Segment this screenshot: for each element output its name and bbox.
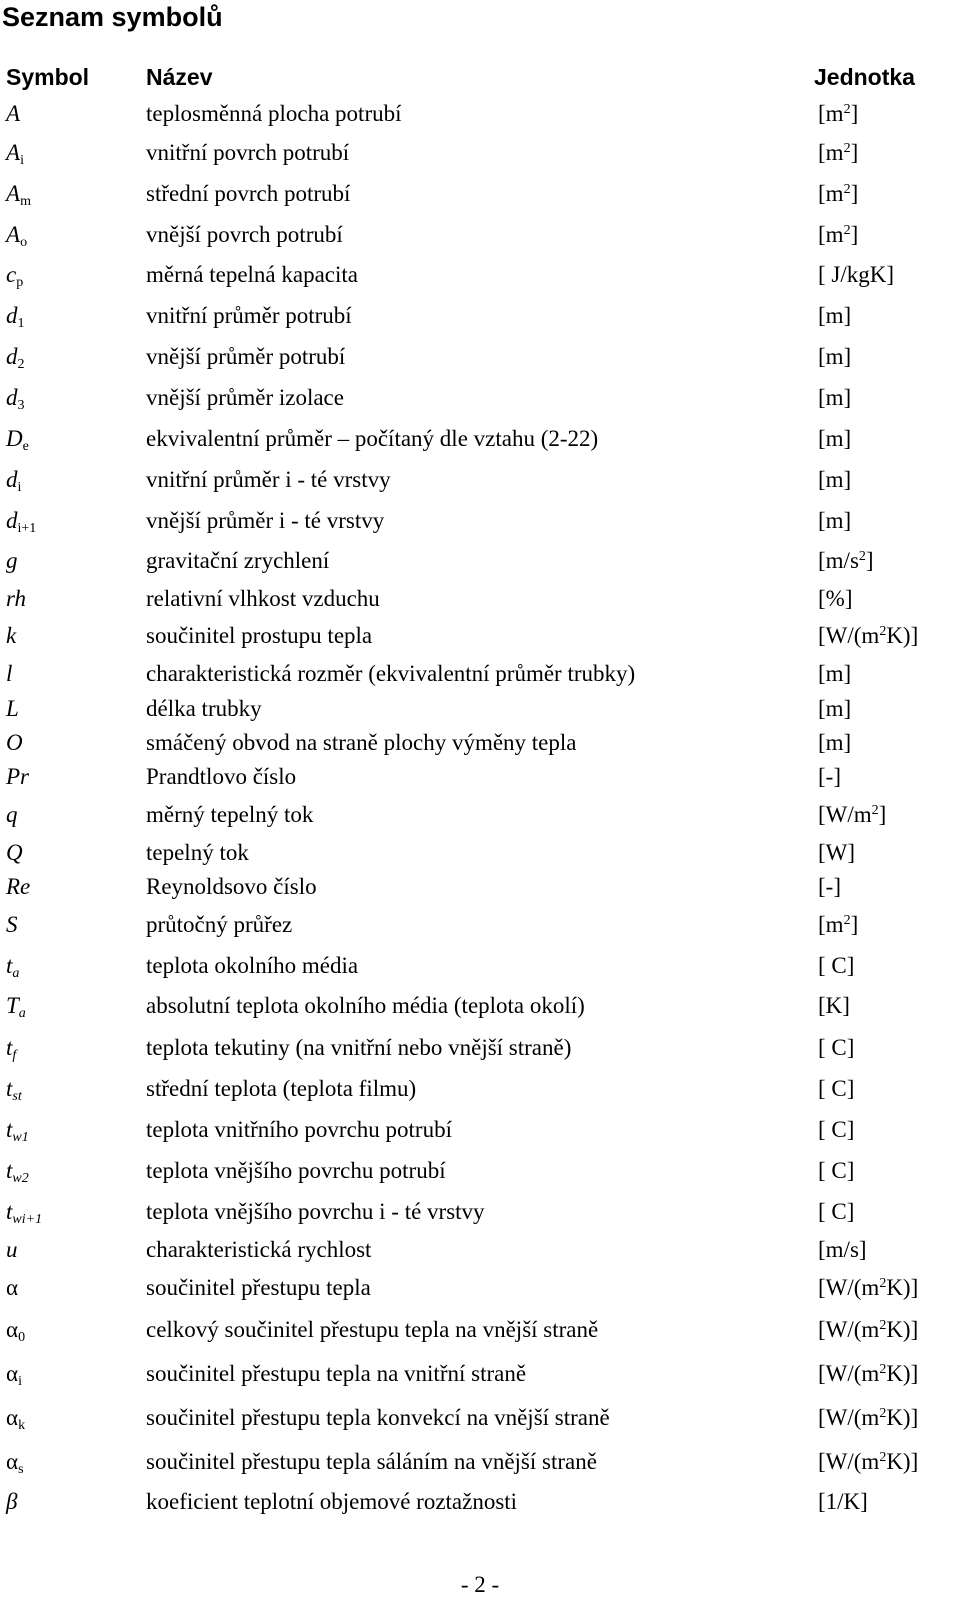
unit-text: [ J/kgK] (818, 262, 895, 287)
symbol-name: průtočný průřez (146, 912, 293, 937)
symbol-name: charakteristická rychlost (146, 1237, 372, 1262)
unit-text: [W] (818, 840, 856, 865)
symbol-cell (6, 839, 23, 867)
symbol-name: Prandtlovo číslo (146, 764, 297, 789)
unit-exponent: 2 (879, 1450, 887, 1465)
symbol-base: A (6, 222, 21, 247)
symbol-unit (818, 1034, 854, 1062)
symbol-unit (818, 1448, 918, 1476)
symbol-base: Q (6, 840, 23, 865)
symbol-name: délka trubky (146, 696, 262, 721)
symbol-base: α (6, 1449, 19, 1474)
symbol-base: d (6, 385, 18, 410)
unit-text: [W/(m (818, 1361, 880, 1386)
symbol-base: g (6, 548, 18, 573)
unit-text: [m] (818, 426, 852, 451)
symbol-name: koeficient teplotní objemové roztažnosti (146, 1489, 518, 1514)
symbol-cell (6, 547, 18, 575)
symbol-name: součinitel prostupu tepla (146, 623, 373, 648)
symbol-cell (6, 1116, 29, 1152)
symbol-base: d (6, 467, 18, 492)
symbol-subscript: i+1 (17, 521, 37, 536)
symbol-name: střední teplota (teplota filmu) (146, 1076, 417, 1101)
unit-text: [m (818, 140, 844, 165)
symbol-name: vnější průměr i - té vrstvy (146, 508, 385, 533)
symbol-unit (818, 1360, 918, 1388)
symbol-name: vnitřní průměr i - té vrstvy (146, 467, 391, 492)
symbol-name: součinitel přestupu tepla na vnitřní straně (146, 1361, 527, 1386)
symbol-base: c (6, 262, 17, 287)
symbol-cell (6, 801, 18, 829)
symbol-base: t (6, 1076, 13, 1101)
symbol-cell (6, 221, 27, 257)
symbol-base: α (6, 1361, 19, 1386)
symbol-base: A (6, 101, 21, 126)
unit-exponent: 2 (843, 182, 851, 197)
unit-exponent: 2 (879, 1362, 887, 1377)
symbol-unit (818, 1488, 868, 1516)
unit-text: [m/s] (818, 1237, 867, 1262)
symbol-name: vnitřní průměr potrubí (146, 303, 352, 328)
unit-text: [%] (818, 586, 853, 611)
symbol-unit (818, 547, 874, 575)
symbol-name: součinitel přestupu tepla (146, 1275, 371, 1300)
unit-text-end: ] (878, 802, 887, 827)
column-header-name: Název (146, 64, 213, 90)
symbol-cell (6, 1488, 17, 1516)
symbol-subscript: 1 (17, 316, 25, 331)
unit-text-end: ] (850, 912, 859, 937)
symbol-name: teplota vnějšího povrchu i - té vrstvy (146, 1199, 485, 1224)
symbol-name: vnitřní povrch potrubí (146, 140, 350, 165)
symbol-base: S (6, 912, 18, 937)
symbol-name: vnější průměr izolace (146, 385, 344, 410)
symbol-subscript: i (18, 1374, 22, 1389)
symbol-cell (6, 507, 36, 543)
symbol-unit (818, 622, 918, 650)
symbol-unit (818, 952, 854, 980)
unit-text: [ C] (818, 1076, 855, 1101)
symbol-base: l (6, 661, 13, 686)
unit-text-end: ] (865, 548, 874, 573)
symbol-cell (6, 180, 31, 216)
unit-exponent: 2 (858, 549, 866, 564)
unit-text: [m (818, 222, 844, 247)
symbol-subscript: 2 (17, 357, 25, 372)
symbol-unit (818, 507, 851, 535)
symbol-cell (6, 1157, 29, 1193)
symbol-base: rh (6, 586, 27, 611)
symbol-name: celkový součinitel přestupu tepla na vnější straně (146, 1317, 599, 1342)
unit-text: [W/(m (818, 1317, 880, 1342)
symbol-base: Re (6, 874, 31, 899)
unit-text-end: K)] (886, 1361, 919, 1386)
symbol-subscript: i (17, 480, 22, 495)
unit-exponent: 2 (879, 1276, 887, 1291)
symbol-cell (6, 384, 25, 420)
unit-text: [W/(m (818, 1275, 880, 1300)
unit-text: [m] (818, 730, 852, 755)
symbol-subscript: s (18, 1462, 24, 1477)
unit-text: [m] (818, 508, 852, 533)
unit-exponent: 2 (879, 1318, 887, 1333)
column-header-unit: Jednotka (814, 64, 915, 90)
unit-text: [m] (818, 303, 852, 328)
symbol-cell (6, 100, 20, 128)
symbol-base: q (6, 802, 18, 827)
unit-text-end: ] (850, 140, 859, 165)
unit-text: [m] (818, 344, 852, 369)
symbol-subscript: p (16, 275, 24, 290)
symbol-cell (6, 139, 24, 175)
symbol-unit (818, 1198, 854, 1226)
unit-exponent: 2 (843, 102, 851, 117)
unit-text: [K] (818, 993, 850, 1018)
unit-text: [m (818, 181, 844, 206)
symbol-cell (6, 952, 19, 988)
symbol-name: teplota vnitřního povrchu potrubí (146, 1117, 452, 1142)
symbol-base: t (6, 1199, 13, 1224)
unit-text: [W/(m (818, 623, 880, 648)
symbol-subscript: k (18, 1418, 26, 1433)
symbol-unit (818, 1116, 854, 1144)
symbol-base: u (6, 1237, 18, 1262)
page-title: Seznam symbolů (2, 2, 223, 32)
unit-text-end: K)] (886, 1317, 919, 1342)
unit-text: [W/m (818, 802, 872, 827)
symbol-base: A (6, 140, 21, 165)
symbol-base: α (6, 1405, 19, 1430)
symbol-subscript: 0 (18, 1330, 26, 1345)
symbol-cell (6, 911, 18, 939)
unit-text-end: K)] (886, 1449, 919, 1474)
symbol-unit (818, 100, 858, 128)
symbol-cell (6, 302, 25, 338)
symbol-cell (6, 1198, 42, 1234)
symbol-name: měrná tepelná kapacita (146, 262, 358, 287)
symbol-cell (6, 585, 26, 613)
unit-text: [m] (818, 696, 852, 721)
symbol-subscript: wi+1 (12, 1212, 43, 1227)
symbol-unit (818, 992, 850, 1020)
symbol-cell (6, 1316, 25, 1352)
symbol-cell (6, 1274, 18, 1302)
symbol-base: t (6, 953, 13, 978)
symbol-base: β (6, 1489, 18, 1514)
symbol-base: d (6, 344, 18, 369)
symbol-cell (6, 695, 19, 723)
symbol-cell (6, 343, 25, 379)
symbol-cell (6, 261, 23, 297)
symbol-unit (818, 873, 841, 901)
symbol-name: smáčený obvod na straně plochy výměny tepla (146, 730, 577, 755)
symbol-name: vnější povrch potrubí (146, 222, 343, 247)
symbol-unit (818, 1316, 918, 1344)
symbol-subscript: e (22, 439, 29, 454)
symbol-name: relativní vlhkost vzduchu (146, 586, 380, 611)
unit-exponent: 2 (879, 1406, 887, 1421)
symbol-base: D (6, 426, 23, 451)
symbol-cell (6, 1034, 16, 1070)
symbol-subscript: m (20, 194, 31, 209)
page-number: - 2 - (460, 1572, 500, 1597)
unit-text: [W/(m (818, 1449, 880, 1474)
symbol-name: střední povrch potrubí (146, 181, 351, 206)
symbol-subscript: i (20, 153, 24, 168)
unit-text-end: K)] (886, 1275, 919, 1300)
unit-exponent: 2 (843, 141, 851, 156)
unit-text: [m (818, 101, 844, 126)
symbol-unit (818, 660, 851, 688)
symbol-subscript: a (12, 966, 20, 981)
symbol-base: k (6, 623, 17, 648)
symbol-unit (818, 302, 851, 330)
unit-text: [-] (818, 764, 841, 789)
symbol-unit (818, 585, 852, 613)
unit-text: [-] (818, 874, 841, 899)
unit-text: [ C] (818, 1035, 855, 1060)
symbol-base: d (6, 303, 18, 328)
symbol-unit (818, 801, 886, 829)
symbol-cell (6, 425, 29, 461)
symbol-subscript: o (20, 235, 28, 250)
unit-text: [W/(m (818, 1405, 880, 1430)
symbol-cell (6, 1075, 22, 1111)
unit-text: [m] (818, 385, 852, 410)
symbol-subscript: w2 (12, 1171, 29, 1186)
symbol-base: A (6, 181, 21, 206)
symbol-unit (818, 911, 858, 939)
symbol-cell (6, 1236, 18, 1264)
unit-text: [ C] (818, 1117, 855, 1142)
unit-exponent: 2 (843, 913, 851, 928)
symbol-name: absolutní teplota okolního média (teplota okolí) (146, 993, 585, 1018)
symbol-cell (6, 1448, 24, 1484)
symbol-name: Reynoldsovo číslo (146, 874, 317, 899)
symbol-name: tepelný tok (146, 840, 249, 865)
unit-text: [m] (818, 661, 852, 686)
unit-text: [m/s (818, 548, 859, 573)
symbol-name: teplosměnná plocha potrubí (146, 101, 402, 126)
unit-text-end: K)] (886, 623, 919, 648)
symbol-cell (6, 992, 26, 1028)
symbol-base: d (6, 508, 18, 533)
unit-text: [ C] (818, 1199, 855, 1224)
symbol-name: vnější průměr potrubí (146, 344, 346, 369)
symbol-cell (6, 1360, 22, 1396)
symbol-subscript: st (12, 1089, 22, 1104)
unit-exponent: 2 (871, 803, 879, 818)
symbol-unit (818, 1157, 854, 1185)
symbol-name: charakteristická rozměr (ekvivalentní průměr trubky) (146, 661, 636, 686)
symbol-unit (818, 221, 858, 249)
symbol-base: α (6, 1275, 19, 1300)
unit-text: [m (818, 912, 844, 937)
symbol-cell (6, 660, 12, 688)
symbol-base: α (6, 1317, 19, 1342)
symbol-unit (818, 261, 894, 289)
symbol-unit (818, 763, 841, 791)
symbol-unit (818, 1404, 918, 1432)
unit-exponent: 2 (843, 223, 851, 238)
symbol-cell (6, 873, 30, 901)
symbol-unit (818, 180, 858, 208)
symbol-subscript: f (12, 1048, 17, 1063)
symbol-name: ekvivalentní průměr – počítaný dle vztahu (2-22) (146, 426, 599, 451)
unit-text: [1/K] (818, 1489, 868, 1514)
symbol-name: teplota okolního média (146, 953, 359, 978)
symbol-unit (818, 425, 851, 453)
column-header-symbol: Symbol (6, 64, 90, 90)
symbol-unit (818, 343, 851, 371)
symbol-name: teplota vnějšího povrchu potrubí (146, 1158, 446, 1183)
symbol-base: T (6, 993, 19, 1018)
unit-exponent: 2 (879, 624, 887, 639)
unit-text-end: ] (850, 181, 859, 206)
symbol-unit (818, 466, 851, 494)
symbol-base: t (6, 1158, 13, 1183)
symbol-unit (818, 839, 855, 867)
unit-text-end: ] (850, 101, 859, 126)
symbol-cell (6, 466, 21, 502)
symbol-name: součinitel přestupu tepla konvekcí na vnější straně (146, 1405, 610, 1430)
unit-text: [ C] (818, 953, 855, 978)
symbol-unit (818, 139, 858, 167)
symbol-base: O (6, 730, 23, 755)
symbol-subscript: 3 (17, 398, 25, 413)
symbol-unit (818, 1236, 867, 1264)
symbol-cell (6, 763, 29, 791)
symbol-unit (818, 695, 851, 723)
symbol-base: t (6, 1117, 13, 1142)
symbol-name: gravitační zrychlení (146, 548, 330, 573)
symbol-cell (6, 622, 16, 650)
symbol-name: teplota tekutiny (na vnitřní nebo vnější straně) (146, 1035, 572, 1060)
symbol-name: měrný tepelný tok (146, 802, 314, 827)
symbol-name: součinitel přestupu tepla sáláním na vnější straně (146, 1449, 597, 1474)
symbol-subscript: w1 (12, 1130, 29, 1145)
unit-text: [ C] (818, 1158, 855, 1183)
symbol-unit (818, 1075, 854, 1103)
symbol-unit (818, 384, 851, 412)
symbol-base: Pr (6, 764, 29, 789)
symbol-unit (818, 729, 851, 757)
symbol-base: L (6, 696, 19, 721)
unit-text-end: K)] (886, 1405, 919, 1430)
symbol-unit (818, 1274, 918, 1302)
symbol-subscript: a (18, 1006, 26, 1021)
symbol-cell (6, 729, 23, 757)
unit-text-end: ] (850, 222, 859, 247)
symbol-base: t (6, 1035, 13, 1060)
symbol-cell (6, 1404, 25, 1440)
unit-text: [m] (818, 467, 852, 492)
